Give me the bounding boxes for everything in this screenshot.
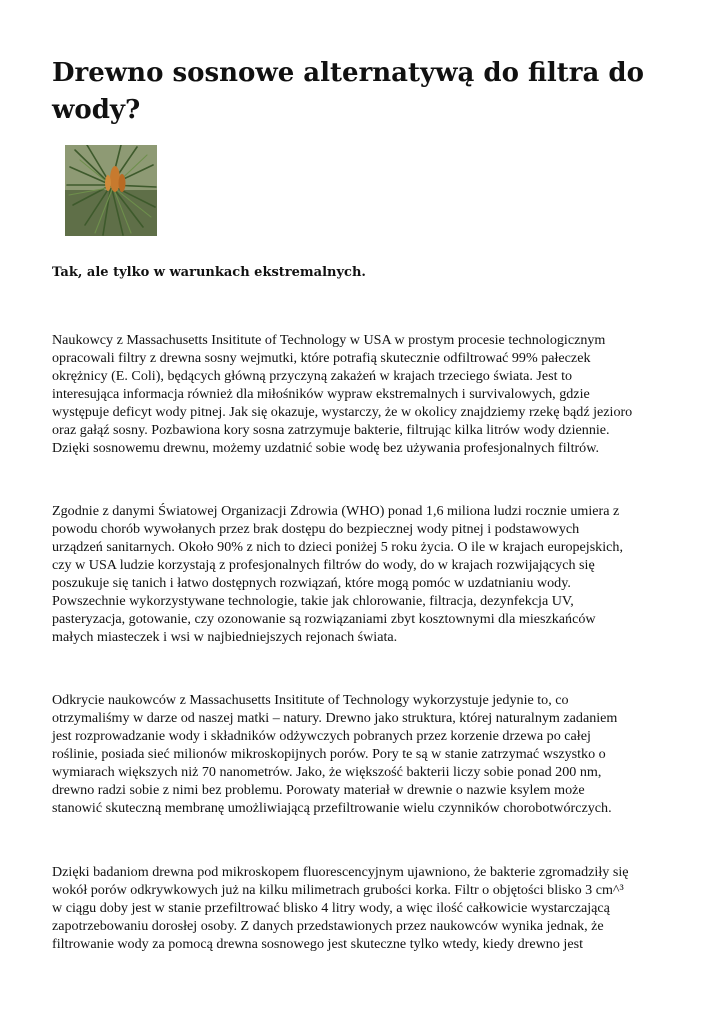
article-paragraph: Dzięki badaniom drewna pod mikroskopem fluorescencyjnym ujawniono, że bakterie zgromadziły się wokół porów odkrywkowych już na kilku milimetrach grubości korka. Filtr o objętości blisko 3 cm^³ w ciągu doby jest w stanie przefiltrować blisko 4 litry wody, a więc ilość całkowicie wystarczającą zapotrzebowaniu dorosłej osoby. Z danych przedstawionych przez naukowców wynika jednak, że filtrowanie wody za pomocą drewna sosnowego jest skuteczne tylko wtedy, kiedy drewno jest (52, 864, 629, 952)
article-lead: Tak, ale tylko w warunkach ekstremalnych. (52, 265, 366, 280)
pine-branch-image (65, 145, 157, 236)
article-title: Drewno sosnowe alternatywą do filtra do wody? (52, 58, 644, 125)
article-paragraph: Zgodnie z danymi Światowej Organizacji Zdrowia (WHO) ponad 1,6 miliona ludzi rocznie umiera z powodu chorób wywołanych przez brak dostępu do bezpiecznej wody pitnej i podstawowych urządzeń sanitarnych. Około 90% z nich to dzieci poniżej 5 roku życia. O ile w krajach europejskich, czy w USA ludzie korzystają z profesjonalnych filtrów do wody, do w krajach rozwijających się poszukuje się tanich i łatwo dostępnych rozwiązań, które mogą pomóc w uzdatnianiu wody. Powszechnie wykorzystywane technologie, takie jak chlorowanie, filtracja, dezynfekcja UV, pasteryzacja, gotowanie, czy ozonowanie są rozwiązaniami zbyt kosztownymi dla mieszkańców małych miasteczek i wsi w najbiedniejszych rejonach świata. (52, 503, 623, 645)
article-paragraph: Odkrycie naukowców z Massachusetts Insititute of Technology wykorzystuje jedynie to, co otrzymaliśmy w darze od naszej matki – natury. Drewno jako struktura, której naturalnym zadaniem jest rozprowadzanie wody i składników odżywczych pobranych przez korzenie drzewa po całej roślinie, posiada sieć milionów mikroskopijnych porów. Pory te są w stanie zatrzymać wszystko o wymiarach większych niż 70 nanometrów. Jako, że większość bakterii liczy sobie ponad 200 nm, drewno radzi sobie z nimi bez problemu. Porowaty materiał w drewnie o nazwie ksylem może stanowić skuteczną membranę umożliwiającą przefiltrowanie wielu czynników chorobotwórczych. (52, 692, 618, 816)
article-paragraph: Naukowcy z Massachusetts Insititute of Technology w USA w prostym procesie technologicznym opracowali filtry z drewna sosny wejmutki, które potrafią skutecznie odfiltrować 99% pałeczek okrężnicy (E. Coli), będących główną przyczyną zakażeń w krajach trzeciego świata. Jest to interesująca informacja również dla miłośników wypraw ekstremalnych i survivalowych, gdzie występuje deficyt wody pitnej. Jak się okazuje, wystarczy, że w okolicy znajdziemy rzekę bądź jezioro oraz gałąź sosny. Pozbawiona kory sosna zatrzymuje bakterie, filtrując kilka litrów wody dziennie. Dzięki sosnowemu drewnu, możemy uzdatnić sobie wodę bez używania profesjonalnych filtrów. (52, 332, 633, 456)
